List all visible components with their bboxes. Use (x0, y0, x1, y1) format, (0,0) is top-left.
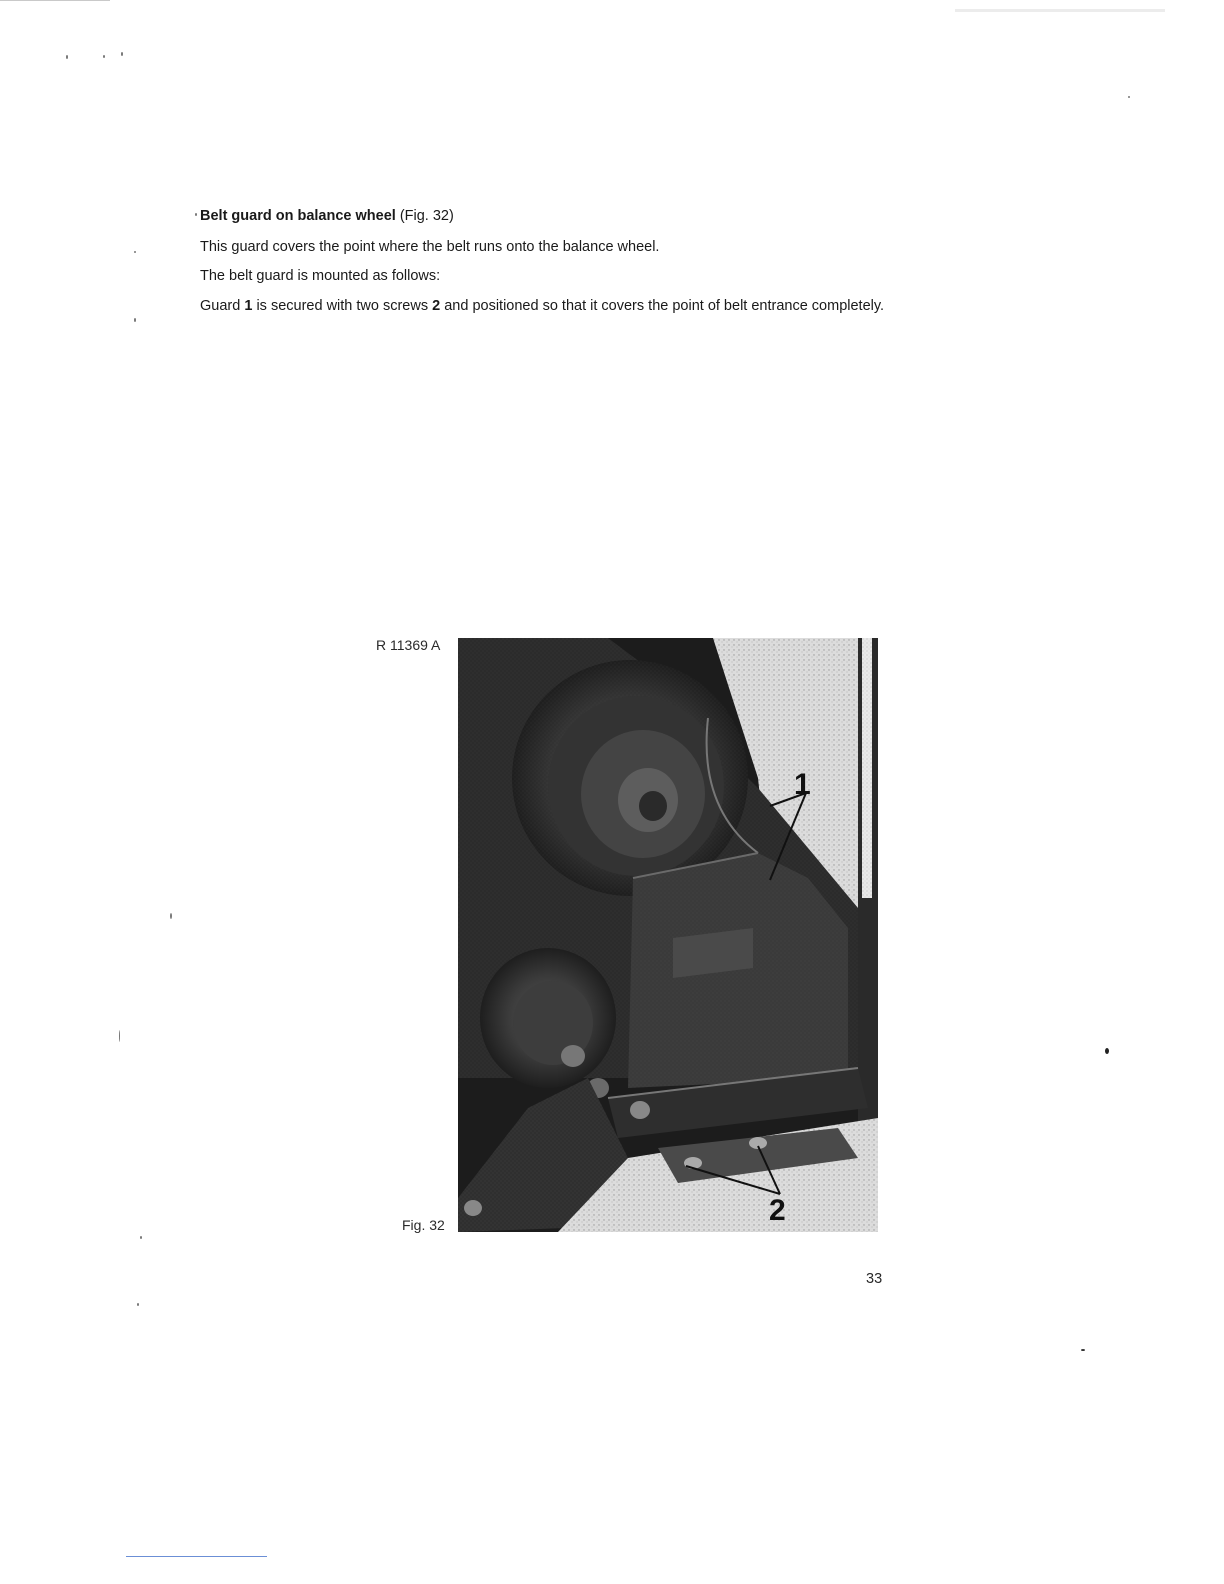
callout-guard-1: 1 (794, 768, 811, 801)
screw-part-number: 2 (432, 298, 441, 314)
paragraph-guard-purpose: This guard covers the point where the belt runs onto the balance wheel. (200, 239, 660, 255)
page-number: 33 (866, 1271, 883, 1287)
scan-speck (103, 55, 105, 58)
scan-speck (134, 318, 136, 322)
scan-artifact-line (955, 9, 1165, 12)
paragraph-mounting-intro: The belt guard is mounted as follows: (200, 268, 441, 284)
mounting-text: and positioned so that it covers the point of belt entrance completely. (440, 298, 885, 314)
callout-screws-2: 2 (769, 1194, 786, 1227)
belt-guard-photo (458, 638, 878, 1232)
paragraph-mounting-steps (200, 296, 888, 316)
scan-speck (170, 913, 172, 919)
scan-speck (121, 52, 123, 56)
mounting-text: is secured with two screws (252, 298, 433, 314)
scan-speck (1128, 96, 1130, 98)
section-heading-title: Belt guard on balance wheel (200, 208, 396, 224)
scan-speck (66, 55, 68, 59)
scan-speck (119, 1030, 120, 1042)
scan-speck (140, 1236, 142, 1239)
section-heading (200, 206, 888, 226)
section-heading-figure-ref: (Fig. 32) (399, 208, 454, 224)
scan-speck (1105, 1048, 1109, 1054)
scan-artifact-line (126, 1556, 267, 1557)
mounting-text: Guard (200, 298, 245, 314)
scan-speck (137, 1303, 139, 1306)
figure-caption: Fig. 32 (402, 1217, 445, 1233)
figure-reference-code: R 11369 A (376, 637, 441, 653)
scan-speck (195, 213, 197, 216)
scan-artifact-line (0, 0, 110, 1)
scan-speck (134, 251, 136, 253)
guard-part-number: 1 (244, 298, 253, 314)
scan-speck (1081, 1349, 1085, 1351)
instruction-text (200, 206, 888, 316)
belt-guard-photo-illustration (458, 638, 878, 1232)
